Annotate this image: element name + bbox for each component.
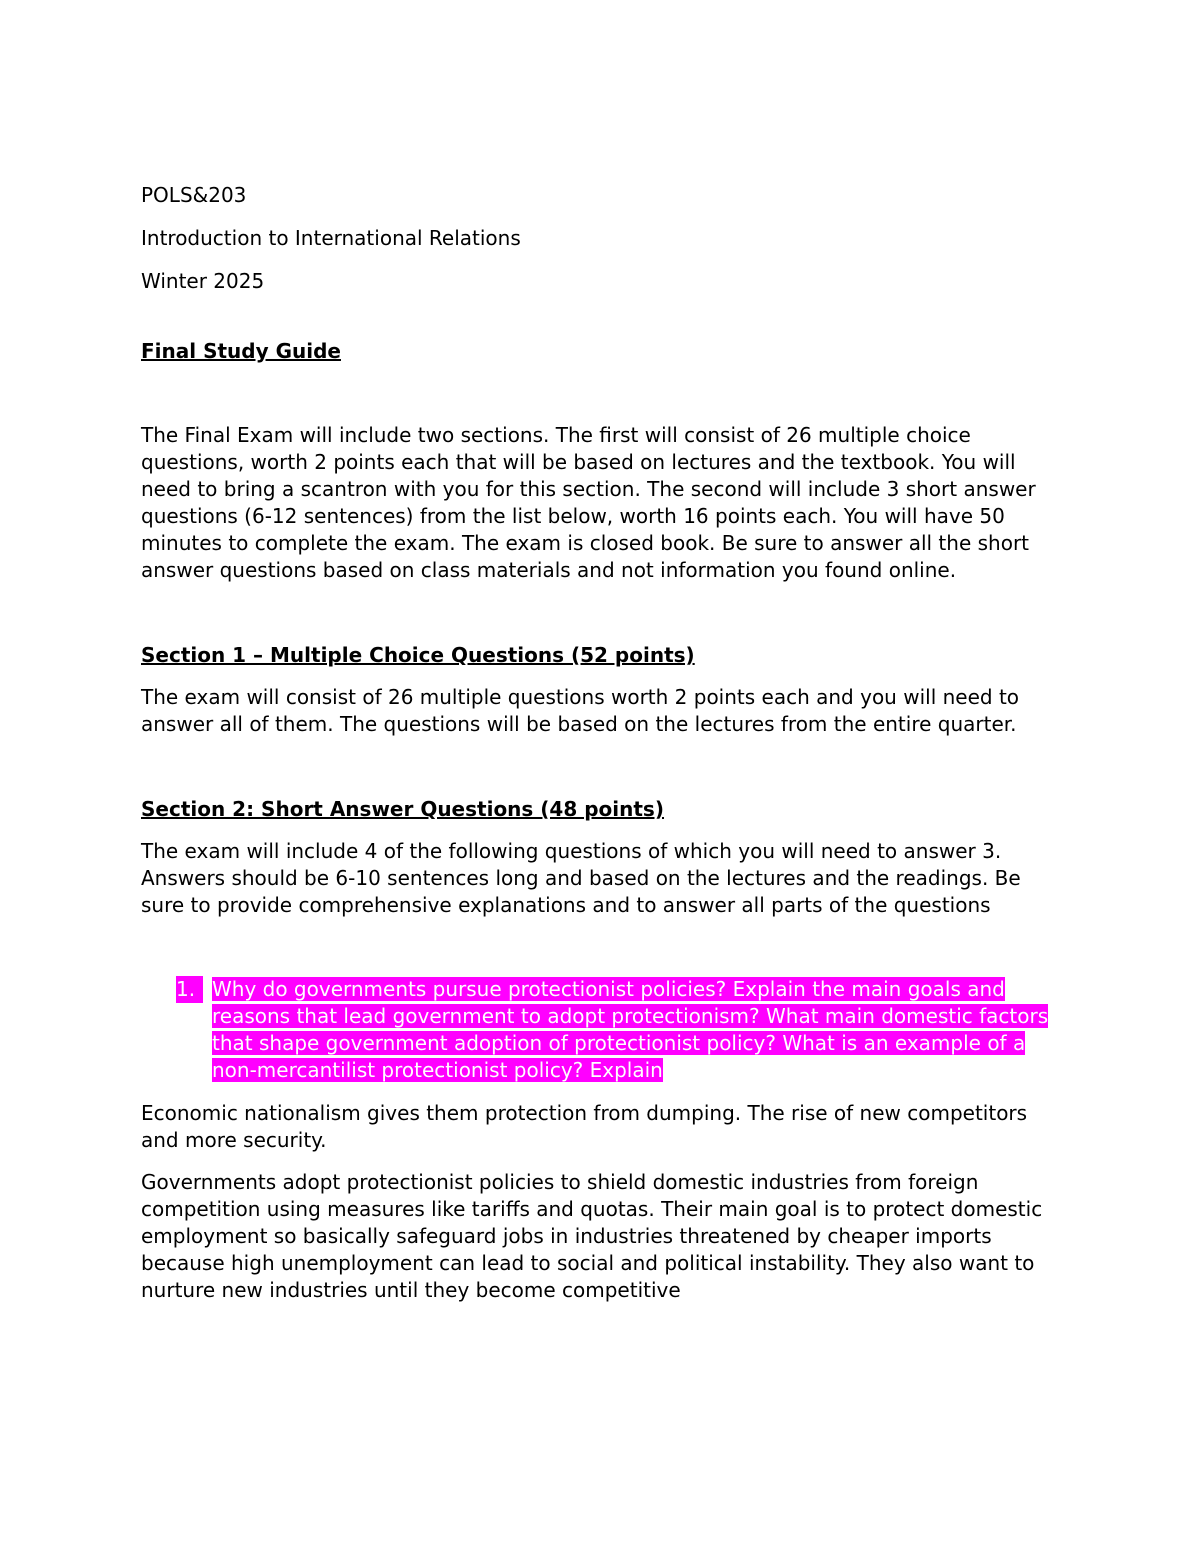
page-title: Final Study Guide (141, 339, 341, 363)
answer-paragraph: Economic nationalism gives them protection from dumping. The rise of new competitors and more security. (141, 1101, 1028, 1152)
section1-heading: Section 1 – Multiple Choice Questions (52 points) (141, 643, 695, 667)
term: Winter 2025 (141, 269, 265, 293)
section2-heading: Section 2: Short Answer Questions (48 points) (141, 797, 664, 821)
intro-paragraph: The Final Exam will include two sections. The first will consist of 26 multiple choice questions, worth 2 points each that will be based on lectures and the textbook. You will need to bring a scantron with you for this section. The second will include 3 short answer questions (6-12 sentences) from the list below, worth 16 points each. You will have 50 minutes to complete the exam. The exam is closed book. Be sure to answer all the short answer questions based on class materials and not information you found online. (141, 423, 1036, 582)
question-text: Why do governments pursue protectionist policies? Explain the main goals and reasons that lead government to adopt protectionism? What main domestic factors that shape government adoption of protectionist policy? What is an example of a non-mercantilist protectionist policy? Explain (212, 977, 1049, 1082)
section1-body: The exam will consist of 26 multiple questions worth 2 points each and you will need to answer all of them. The questions will be based on the lectures from the entire quarter. (141, 685, 1020, 736)
question-number: 1. (176, 976, 203, 1003)
document-page (141, 182, 1061, 1304)
section2-body: The exam will include 4 of the following questions of which you will need to answer 3. Answers should be 6-10 sentences long and based on the lectures and the readings. Be sure to provide comprehensive explanations and to answer all parts of the questions (141, 839, 1021, 917)
course-code: POLS&203 (141, 183, 247, 207)
answer-paragraph: Governments adopt protectionist policies to shield domestic industries from foreign competition using measures like tariffs and quotas. Their main goal is to protect domestic employment so basically safeguard jobs in industries threatened by cheaper imports because high unemployment can lead to social and political instability. They also want to nurture new industries until they become competitive (141, 1170, 1043, 1302)
course-name: Introduction to International Relations (141, 226, 521, 250)
question-list (141, 976, 1061, 1084)
question-item (141, 976, 1061, 1084)
